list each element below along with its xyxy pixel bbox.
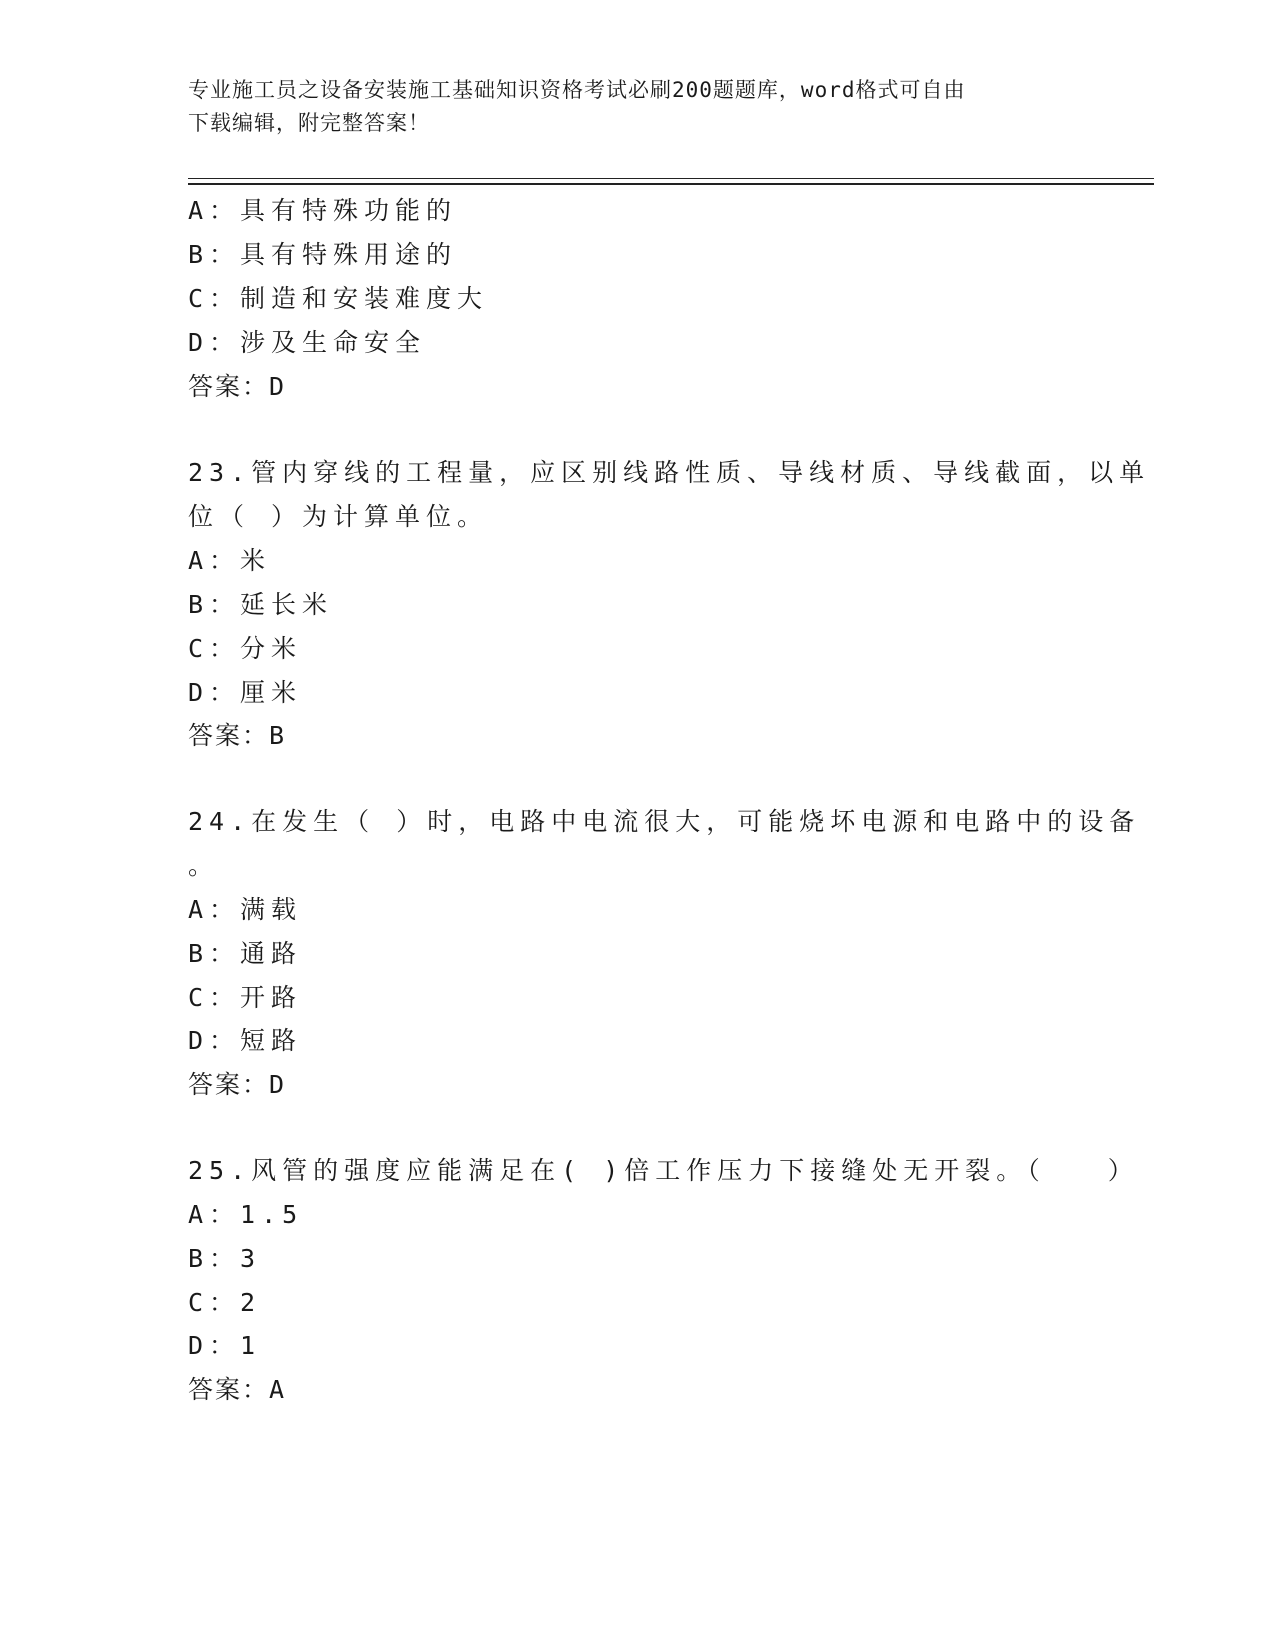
q23-stem-line-1: 23.管内穿线的工程量，应区别线路性质、导线材质、导线截面，以单 <box>188 458 1151 487</box>
q22-option-b: B：具有特殊用途的 <box>188 240 458 269</box>
q22-option-c: C：制造和安装难度大 <box>188 284 489 313</box>
header-divider-thin <box>188 178 1154 179</box>
q22-answer: 答案：D <box>188 372 287 401</box>
document-header <box>188 74 1088 140</box>
q25-option-c: C：2 <box>188 1288 262 1317</box>
q25-option-a: A：1.5 <box>188 1200 304 1229</box>
q24-stem-line-2: 。 <box>188 851 220 880</box>
q24-option-b: B：通路 <box>188 939 303 968</box>
q24-option-a: A：满载 <box>188 895 303 924</box>
q23-option-a: A：米 <box>188 546 272 575</box>
q25-stem-line-1: 25.风管的强度应能满足在( )倍工作压力下接缝处无开裂。（ ） <box>188 1156 1139 1185</box>
q24-answer: 答案：D <box>188 1070 287 1099</box>
q22-option-a: A：具有特殊功能的 <box>188 196 458 225</box>
header-divider-thick <box>188 183 1154 185</box>
q23-stem-line-2: 位（ ）为计算单位。 <box>188 502 489 531</box>
q24-option-d: D：短路 <box>188 1026 303 1055</box>
q24-option-c: C：开路 <box>188 983 303 1012</box>
q25-option-d: D：1 <box>188 1331 262 1360</box>
q24-stem-line-1: 24.在发生（ ）时，电路中电流很大，可能烧坏电源和电路中的设备 <box>188 807 1141 836</box>
header-title-line-2: 下载编辑，附完整答案！ <box>188 111 430 135</box>
q23-option-b: B：延长米 <box>188 590 334 619</box>
q23-option-d: D：厘米 <box>188 678 303 707</box>
header-title-line-1: 专业施工员之设备安装施工基础知识资格考试必刷200题题库，word格式可自由 <box>188 78 966 102</box>
q23-option-c: C：分米 <box>188 634 303 663</box>
q23-answer: 答案：B <box>188 721 287 750</box>
q25-option-b: B：3 <box>188 1244 262 1273</box>
q25-answer: 答案：A <box>188 1375 287 1404</box>
q22-option-d: D：涉及生命安全 <box>188 328 427 357</box>
